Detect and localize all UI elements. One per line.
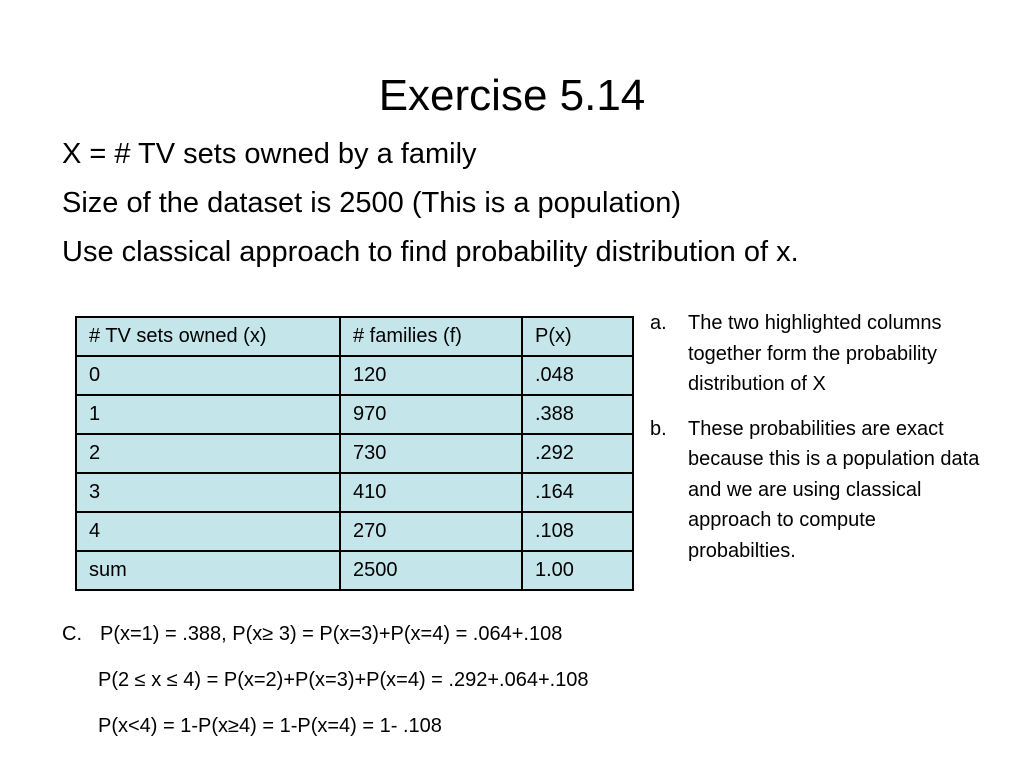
note-a	[650, 308, 990, 400]
table-cell: 4	[76, 512, 340, 551]
table-sum-row	[76, 551, 633, 590]
header-cell: # families (f)	[340, 317, 522, 356]
part-c-marker: C.	[62, 623, 82, 645]
note-text: These probabilities are exact because this is a population data and we are using classical approach to compute probabilties.	[688, 417, 980, 562]
table-row	[76, 512, 633, 551]
table-cell: 1.00	[522, 551, 633, 590]
table-row	[76, 395, 633, 434]
header-cell: # TV sets owned (x)	[76, 317, 340, 356]
note-marker: b.	[650, 417, 667, 440]
part-c-line	[62, 622, 589, 646]
part-c-line: P(2 ≤ x ≤ 4) = P(x=2)+P(x=3)+P(x=4) = .292+.064+.108	[98, 669, 589, 691]
bullet-task: Use classical approach to find probability distribution of x.	[62, 236, 799, 268]
bullet-dataset-size: Size of the dataset is 2500 (This is a population)	[62, 187, 682, 219]
table-header-row	[76, 317, 633, 356]
slide-title: Exercise 5.14	[378, 71, 646, 120]
note-b	[650, 414, 990, 567]
table-cell: 2	[76, 434, 340, 473]
bullet-definition: X = # TV sets owned by a family	[62, 138, 477, 170]
table-cell: .108	[522, 512, 633, 551]
table-row	[76, 434, 633, 473]
table-cell: 730	[340, 434, 522, 473]
note-text: The two highlighted columns together form the probability distribution of X	[688, 312, 942, 395]
part-c-line: P(x<4) = 1-P(x≥4) = 1-P(x=4) = 1- .108	[98, 715, 442, 737]
note-marker: a.	[650, 312, 667, 334]
part-c	[62, 622, 589, 760]
table-cell: 3	[76, 473, 340, 512]
table-cell: .048	[522, 356, 633, 395]
table-cell: 270	[340, 512, 522, 551]
header-cell: P(x)	[522, 317, 633, 356]
table-cell: 0	[76, 356, 340, 395]
probability-table	[75, 316, 634, 591]
table-cell: 970	[340, 395, 522, 434]
part-c-text: P(x=1) = .388, P(x≥ 3) = P(x=3)+P(x=4) = .064+.108	[100, 623, 563, 645]
table-cell: sum	[76, 551, 340, 590]
table-row	[76, 356, 633, 395]
side-notes	[650, 308, 990, 580]
table-cell: 410	[340, 473, 522, 512]
table-cell: 2500	[340, 551, 522, 590]
intro-bullets	[62, 136, 1002, 283]
table-cell: .164	[522, 473, 633, 512]
table-cell: 120	[340, 356, 522, 395]
table-cell: 1	[76, 395, 340, 434]
table-cell: .292	[522, 434, 633, 473]
table-cell: .388	[522, 395, 633, 434]
table-row	[76, 473, 633, 512]
